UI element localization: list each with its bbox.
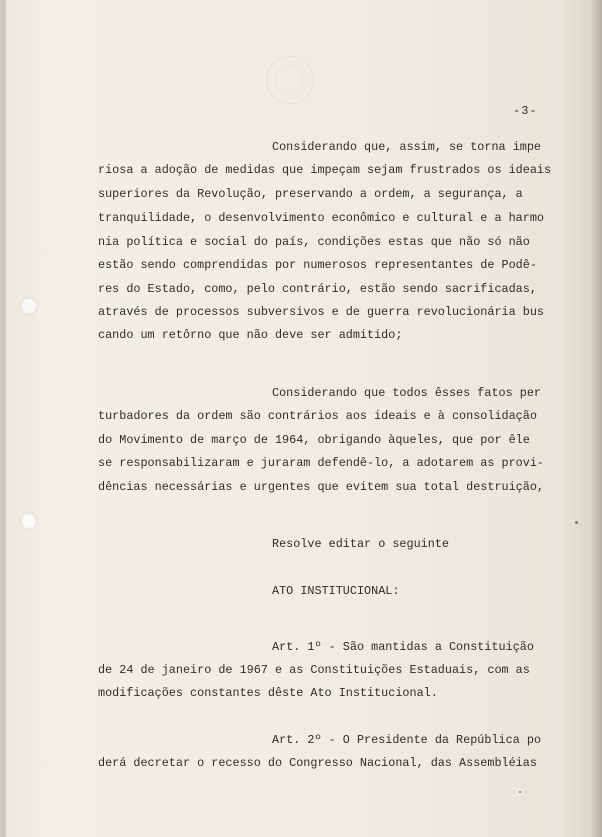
text-line: Considerando que, assim, se torna impe: [272, 140, 542, 154]
text-line: Considerando que todos êsses fatos per: [272, 386, 542, 400]
paper-speck: [519, 791, 521, 793]
page-shadow: [590, 0, 602, 837]
paper-speck: [575, 521, 578, 524]
text-line: nia política e social do país, condições estas que não só não: [98, 235, 530, 249]
text-line: superiores da Revolução, preservando a ordem, a segurança, a: [98, 187, 523, 201]
text-line: do Movimento de março de 1964, obrigando àqueles, que por êle: [98, 433, 530, 447]
text-line: res do Estado, como, pelo contrário, estão sendo sacrificadas,: [98, 282, 537, 296]
text-line: tranquilidade, o desenvolvimento econômico e cultural e a harmo: [98, 211, 544, 225]
punch-hole-bottom: [20, 512, 38, 530]
text-line: dências necessárias e urgentes que evitem sua total destruição,: [98, 480, 544, 494]
document-heading: ATO INSTITUCIONAL:: [272, 584, 400, 598]
page-edge: [0, 0, 6, 837]
article-line: derá decretar o recesso do Congresso Nacional, das Assembléias: [98, 756, 537, 770]
text-line: riosa a adoção de medidas que impeçam sejam frustrados os ideais: [98, 163, 552, 177]
text-line: estão sendo comprendidas por numerosos representantes de Podê-: [98, 258, 537, 272]
article-line: modificações constantes dêste Ato Institucional.: [98, 686, 438, 700]
text-line: Resolve editar o seguinte: [272, 537, 449, 551]
text-line: através de processos subversivos e de guerra revolucionária bus: [98, 305, 544, 319]
page-number: -3-: [513, 104, 538, 118]
text-line: se responsabilizaram e juraram defendê-lo, a adotarem as provi-: [98, 456, 544, 470]
text-line: turbadores da ordem são contrários aos ideais e à consolidação: [98, 409, 537, 423]
text-line: cando um retôrno que não deve ser admitido;: [98, 328, 403, 342]
embossed-seal-icon: [266, 56, 314, 104]
punch-hole-top: [20, 297, 38, 315]
article-line: de 24 de janeiro de 1967 e as Constituições Estaduais, com as: [98, 663, 530, 677]
article-line: Art. 1º - São mantidas a Constituição: [272, 640, 534, 654]
article-line: Art. 2º - O Presidente da República po: [272, 733, 542, 747]
